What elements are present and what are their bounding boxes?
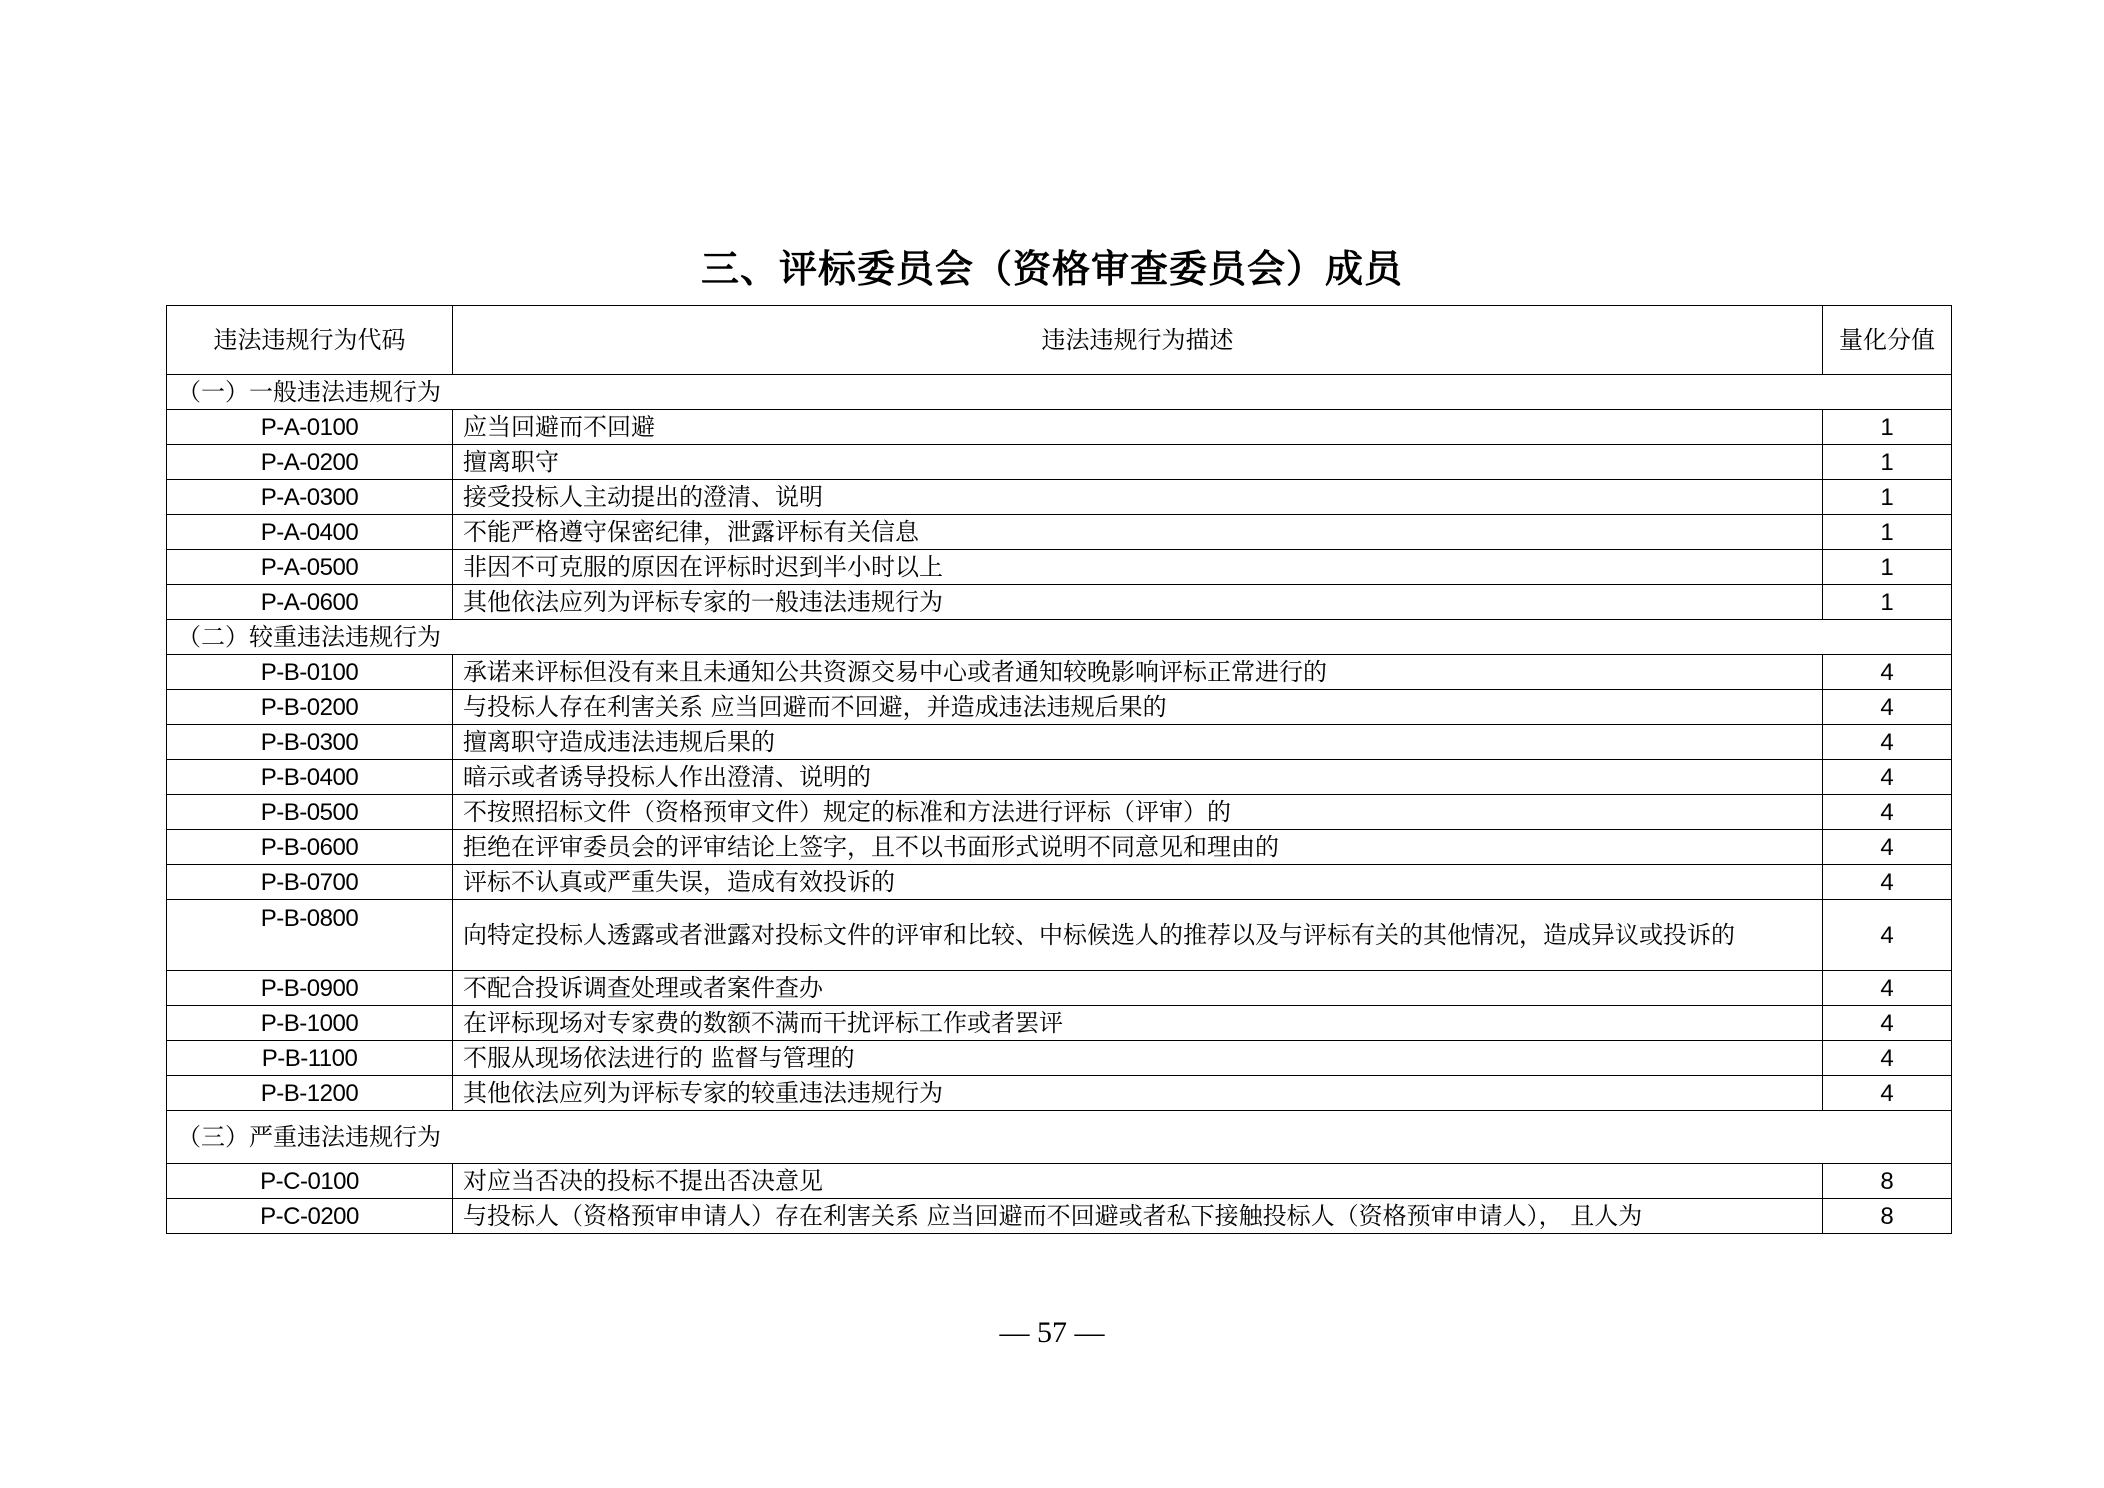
section-label: （二）较重违法违规行为	[167, 620, 1952, 655]
section-label: （一）一般违法违规行为	[167, 375, 1952, 410]
row-code: P-A-0600	[167, 585, 453, 620]
row-score: 4	[1823, 655, 1952, 690]
row-score: 1	[1823, 585, 1952, 620]
row-score: 4	[1823, 795, 1952, 830]
row-score: 4	[1823, 690, 1952, 725]
row-code: P-B-1200	[167, 1076, 453, 1111]
row-desc: 应当回避而不回避	[453, 410, 1823, 445]
table-row	[167, 1164, 1952, 1199]
row-score: 4	[1823, 865, 1952, 900]
row-code: P-B-0200	[167, 690, 453, 725]
row-desc: 承诺来评标但没有来且未通知公共资源交易中心或者通知较晚影响评标正常进行的	[453, 655, 1823, 690]
row-score: 8	[1823, 1199, 1952, 1234]
row-desc: 不配合投诉调查处理或者案件查办	[453, 971, 1823, 1006]
row-desc: 接受投标人主动提出的澄清、说明	[453, 480, 1823, 515]
section-label: （三）严重违法违规行为	[167, 1111, 1952, 1164]
row-code: P-B-0100	[167, 655, 453, 690]
row-desc: 擅离职守	[453, 445, 1823, 480]
row-desc: 不能严格遵守保密纪律，泄露评标有关信息	[453, 515, 1823, 550]
row-code: P-B-0400	[167, 760, 453, 795]
row-score: 4	[1823, 760, 1952, 795]
table-row	[167, 515, 1952, 550]
row-score: 1	[1823, 515, 1952, 550]
row-desc: 评标不认真或严重失误，造成有效投诉的	[453, 865, 1823, 900]
table-header-row	[167, 306, 1952, 375]
row-desc: 在评标现场对专家费的数额不满而干扰评标工作或者罢评	[453, 1006, 1823, 1041]
row-code: P-C-0200	[167, 1199, 453, 1234]
row-desc: 向特定投标人透露或者泄露对投标文件的评审和比较、中标候选人的推荐以及与评标有关的其他情况，造成异议或投诉的	[453, 900, 1823, 971]
row-code: P-B-0800	[167, 900, 453, 971]
page-title: 三、评标委员会（资格审查委员会）成员	[700, 247, 1403, 291]
row-desc: 暗示或者诱导投标人作出澄清、说明的	[453, 760, 1823, 795]
table-row	[167, 1076, 1952, 1111]
row-desc: 不按照招标文件（资格预审文件）规定的标准和方法进行评标（评审）的	[453, 795, 1823, 830]
table-row	[167, 900, 1952, 971]
table-row	[167, 865, 1952, 900]
table-row	[167, 1199, 1952, 1234]
row-score: 4	[1823, 1006, 1952, 1041]
row-score: 4	[1823, 900, 1952, 971]
header-code: 违法违规行为代码	[167, 306, 453, 375]
page-number: — 57 —	[999, 1316, 1105, 1349]
row-desc: 不服从现场依法进行的 监督与管理的	[453, 1041, 1823, 1076]
row-score: 4	[1823, 830, 1952, 865]
row-code: P-B-0600	[167, 830, 453, 865]
table-row	[167, 445, 1952, 480]
row-code: P-A-0200	[167, 445, 453, 480]
row-code: P-A-0500	[167, 550, 453, 585]
row-desc: 拒绝在评审委员会的评审结论上签字，且不以书面形式说明不同意见和理由的	[453, 830, 1823, 865]
table-row	[167, 550, 1952, 585]
violation-table	[166, 305, 1952, 1234]
table-row	[167, 410, 1952, 445]
section-row	[167, 375, 1952, 410]
table-row	[167, 830, 1952, 865]
section-row	[167, 620, 1952, 655]
row-code: P-B-1100	[167, 1041, 453, 1076]
table-row	[167, 585, 1952, 620]
table-row	[167, 971, 1952, 1006]
row-score: 1	[1823, 445, 1952, 480]
row-score: 4	[1823, 1076, 1952, 1111]
header-score: 量化分值	[1823, 306, 1952, 375]
row-score: 4	[1823, 971, 1952, 1006]
table-row	[167, 1041, 1952, 1076]
row-code: P-B-0500	[167, 795, 453, 830]
row-score: 4	[1823, 725, 1952, 760]
row-code: P-A-0100	[167, 410, 453, 445]
table-row	[167, 1006, 1952, 1041]
header-desc: 违法违规行为描述	[453, 306, 1823, 375]
row-score: 4	[1823, 1041, 1952, 1076]
row-desc: 非因不可克服的原因在评标时迟到半小时以上	[453, 550, 1823, 585]
table-row	[167, 760, 1952, 795]
table-row	[167, 655, 1952, 690]
row-desc: 其他依法应列为评标专家的较重违法违规行为	[453, 1076, 1823, 1111]
row-code: P-A-0300	[167, 480, 453, 515]
row-code: P-B-0700	[167, 865, 453, 900]
row-score: 1	[1823, 410, 1952, 445]
row-desc: 擅离职守造成违法违规后果的	[453, 725, 1823, 760]
row-desc: 与投标人（资格预审申请人）存在利害关系 应当回避而不回避或者私下接触投标人（资格预审申请人）， 且人为	[453, 1199, 1823, 1234]
table-row	[167, 725, 1952, 760]
row-score: 1	[1823, 480, 1952, 515]
row-desc: 与投标人存在利害关系 应当回避而不回避，并造成违法违规后果的	[453, 690, 1823, 725]
table-row	[167, 690, 1952, 725]
row-code: P-C-0100	[167, 1164, 453, 1199]
row-desc: 其他依法应列为评标专家的一般违法违规行为	[453, 585, 1823, 620]
row-score: 1	[1823, 550, 1952, 585]
section-row	[167, 1111, 1952, 1164]
table-row	[167, 480, 1952, 515]
row-code: P-B-0300	[167, 725, 453, 760]
row-desc: 对应当否决的投标不提出否决意见	[453, 1164, 1823, 1199]
row-code: P-B-1000	[167, 1006, 453, 1041]
row-code: P-B-0900	[167, 971, 453, 1006]
row-score: 8	[1823, 1164, 1952, 1199]
row-code: P-A-0400	[167, 515, 453, 550]
table-row	[167, 795, 1952, 830]
